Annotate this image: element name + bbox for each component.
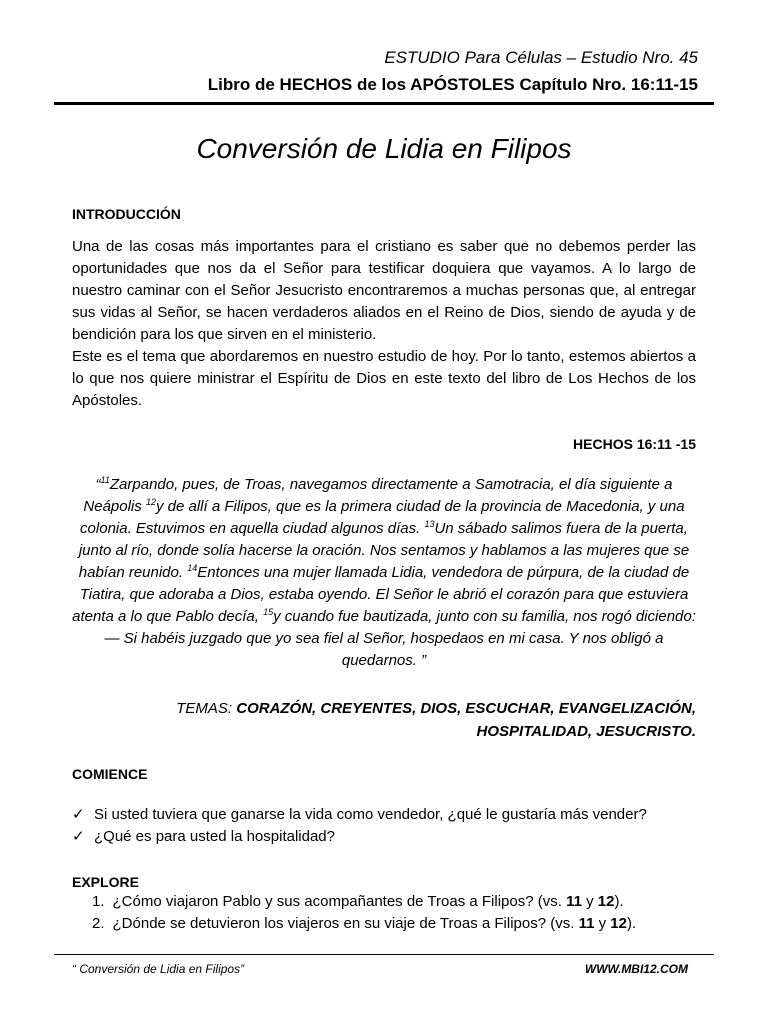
question-text (113, 913, 637, 935)
comience-list (72, 804, 647, 848)
item-number: 2. (92, 915, 105, 932)
verse-text: y cuando fue bautizada, junto con su familia, nos rogó diciendo: — Si habéis juzgado que yo sea fiel al Señor, hospedaos en mi casa. Y nos obligó a quedarnos. (104, 608, 696, 669)
verse-ref: 11 (566, 893, 582, 910)
explore-heading: EXPLORE (72, 874, 139, 890)
verse-number: 11 (100, 475, 110, 485)
verse-text: Un sábado salimos fuera de la puerta, junto al río, donde solía hacerse la oración. Nos sentamos y hablamos a las mujeres que se habían reunido. (78, 520, 690, 581)
verse-number: 13 (424, 519, 435, 529)
verse-text: Entonces una mujer llamada Lidia, vendedora de púrpura, de la ciudad de Tiatira, que adoraba a Dios, estaba oyendo. El Señor le abrió el corazón para que estuviera atenta a lo que Pablo decía, (72, 564, 690, 625)
list-item (72, 804, 647, 826)
page-title: Conversión de Lidia en Filipos (196, 133, 572, 164)
question-text: Si usted tuviera que ganarse la vida como vendedor, ¿qué le gustaría más vender? (94, 806, 647, 823)
question-text (113, 891, 624, 913)
intro-text (72, 236, 696, 412)
scripture-passage (72, 474, 696, 672)
question-body: ¿Cómo viajaron Pablo y sus acompañantes de Troas a Filipos? (vs. (112, 893, 567, 910)
question-text: ¿Qué es para usted la hospitalidad? (94, 828, 335, 845)
header-divider (54, 102, 714, 105)
topics-label: TEMAS: (176, 700, 237, 717)
book-chapter-header: Libro de HECHOS de los APÓSTOLES Capítulo Nro. 16:11-15 (207, 75, 698, 94)
checkmark-icon: ✓ (72, 806, 85, 823)
study-series-header: ESTUDIO Para Células – Estudio Nro. 45 (384, 48, 698, 67)
verse-number: 15 (263, 607, 274, 617)
connector: y (581, 893, 598, 910)
closing: ). (626, 915, 637, 932)
intro-paragraph-2: Este es el tema que abordaremos en nuestro estudio de hoy. Por lo tanto, estemos abiertos a lo que nos quiere ministrar el Espíritu de Dios en este texto del libro de Los Hechos de los Apóstoles. (72, 348, 696, 409)
verse-number: 12 (145, 497, 156, 507)
verse-ref: 12 (610, 915, 627, 932)
explore-list (92, 891, 636, 935)
list-item (72, 826, 647, 848)
verse-ref: 12 (597, 893, 615, 910)
close-quote: ” (416, 652, 427, 669)
connector: y (594, 915, 611, 932)
closing: ). (614, 893, 624, 910)
checkmark-icon: ✓ (72, 828, 85, 845)
footer-website-link[interactable]: WWW.MBI12.COM (584, 962, 688, 976)
question-body: ¿Dónde se detuvieron los viajeros en su viaje de Troas a Filipos? (vs. (112, 915, 579, 932)
footer-divider (54, 954, 714, 955)
verse-ref: 11 (578, 915, 595, 932)
scripture-reference: HECHOS 16:11 -15 (573, 436, 696, 452)
comience-heading: COMIENCE (72, 766, 148, 782)
intro-heading: INTRODUCCIÓN (72, 206, 181, 222)
topics-line (72, 697, 696, 743)
intro-paragraph-1: Una de las cosas más importantes para el cristiano es saber que no debemos perder las oportunidades que nos da el Señor para testificar doquiera que vayamos. A lo largo de nuestro caminar con el Señor Jesucristo encontraremos a muchas personas que, al entregar sus vidas al Señor, se hacen verdaderos aliados en el Reino de Dios, siendo de ayuda y de bendición para los que sirven en el ministerio. (72, 238, 696, 343)
list-item (92, 891, 636, 913)
footer-title: “ Conversión de Lidia en Filipos” (72, 962, 245, 976)
list-item (92, 913, 636, 935)
verse-text: y de allí a Filipos, que es la primera ciudad de la provincia de Macedonia, y una colonia. Estuvimos en aquella ciudad algunos días. (80, 498, 685, 537)
topics-list: CORAZÓN, CREYENTES, DIOS, ESCUCHAR, EVANGELIZACIÓN, HOSPITALIDAD, JESUCRISTO. (236, 700, 696, 740)
verse-text: Zarpando, pues, de Troas, navegamos directamente a Samotracia, el día siguiente a Neápolis (83, 476, 673, 515)
item-number: 1. (92, 893, 105, 910)
verse-number: 14 (187, 563, 198, 573)
open-quote: “ (95, 476, 101, 493)
